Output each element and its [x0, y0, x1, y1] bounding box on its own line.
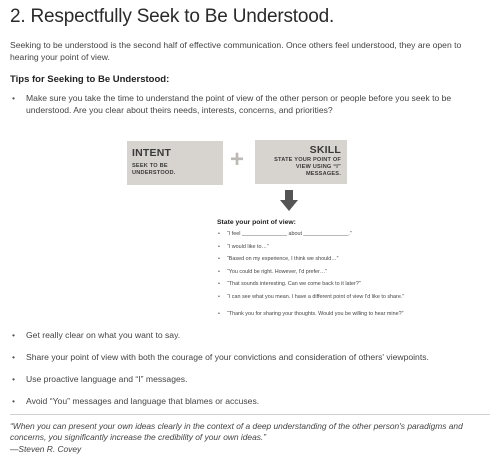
state-heading: State your point of view: [217, 219, 296, 226]
divider [10, 414, 490, 415]
plus-icon: + [230, 146, 245, 173]
intent-box [127, 141, 223, 185]
intro-paragraph: Seeking to be understood is the second half of effective communication. Once others feel understood, they are open to hearing your point of view. [10, 40, 462, 62]
intent-text: SEEK TO BE UNDERSTOOD. [132, 163, 176, 176]
tip-item: • Share your point of view with both the courage of your convictions and consideration of others' viewpoints. [26, 351, 488, 363]
tips-heading: Tips for Seeking to Be Understood: [10, 74, 170, 85]
tip-item: • Use proactive language and “I” messages. [26, 373, 187, 385]
skill-text: STATE YOUR POINT OF VIEW USING “I” MESSAGES. [274, 157, 341, 177]
page-title: 2. Respectfully Seek to Be Understood. [10, 6, 335, 27]
state-item: • “I can see what you mean. I have a different point of view I'd like to share.” [227, 294, 405, 302]
state-item: • “That sounds interesting. Can we come back to it later?” [227, 281, 417, 289]
quote-text: “When you can present your own ideas clearly in the context of a deep understanding of the other person's paradigms and concerns, you significantly increase the credibility of your own ideas.” [10, 421, 463, 442]
state-item: • “Based on my experience, I think we should…” [227, 256, 417, 264]
quote-author: —Steven R. Covey [10, 444, 82, 454]
tip-item: • Make sure you take the time to understand the point of view of the other person or people before you seek to be understood. Are you clear about theirs needs, interests, concerns, and priorities? [26, 92, 488, 116]
state-item: • “Thank you for sharing your thoughts. Would you be willing to hear mine?” [227, 311, 405, 319]
state-item: • “I feel _______________ about _______________.” [227, 231, 417, 239]
skill-box [255, 140, 347, 184]
state-item: • “You could be right. However, I'd prefer…” [227, 269, 417, 277]
tip-item: • Avoid “You” messages and language that blames or accuses. [26, 395, 259, 407]
tip-item: • Get really clear on what you want to say. [26, 329, 180, 341]
state-item: • “I would like to…” [227, 244, 417, 252]
down-arrow-icon [280, 190, 298, 212]
intent-title: INTENT [132, 147, 172, 159]
skill-title: SKILL [309, 144, 341, 156]
